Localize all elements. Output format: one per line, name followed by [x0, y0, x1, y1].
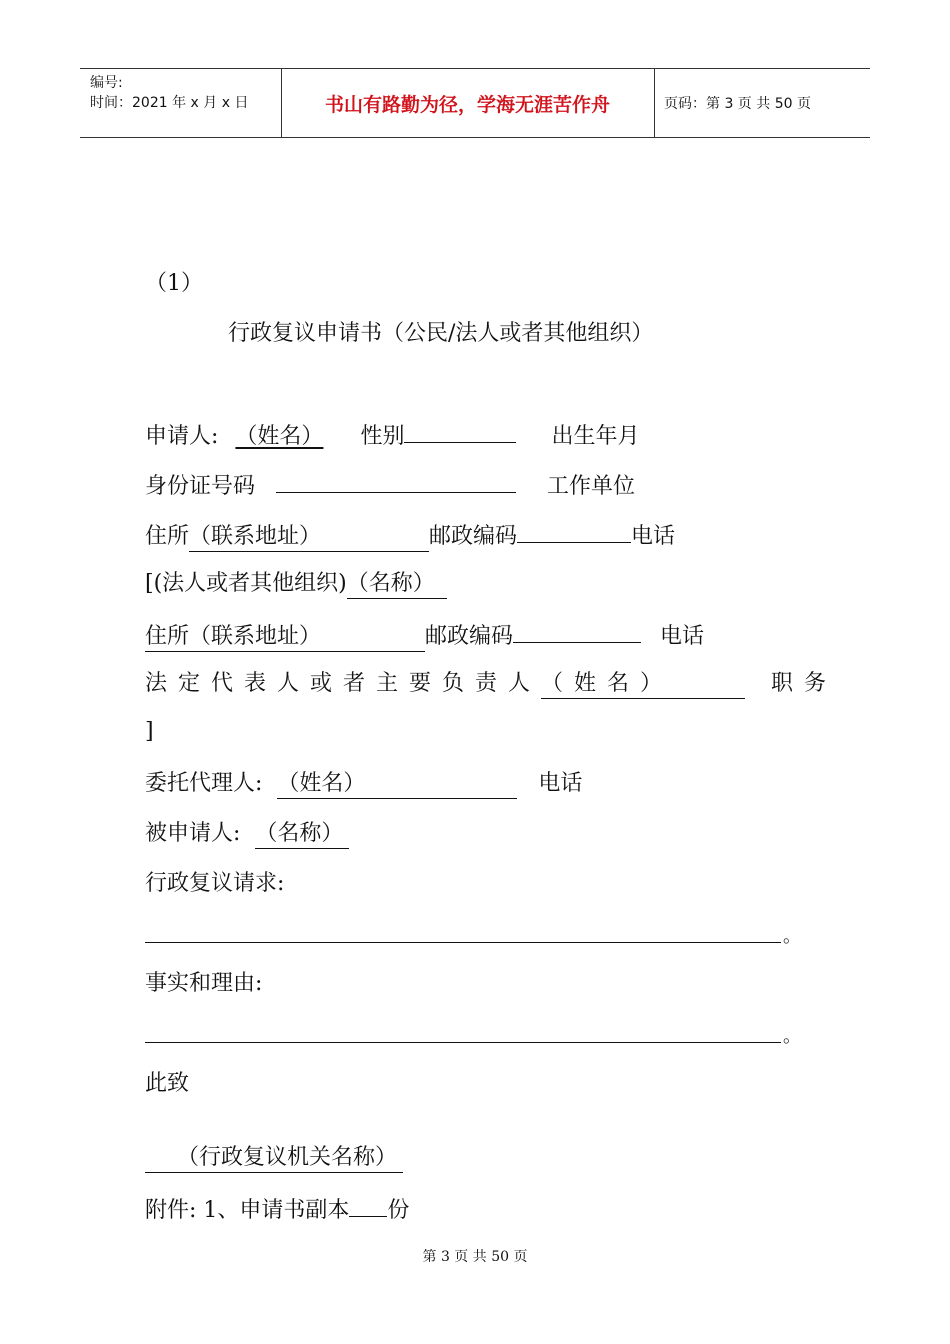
legal-rep-name-field[interactable]: （姓名）: [541, 670, 745, 699]
respondent-line: [145, 820, 349, 849]
org-name-field[interactable]: （名称）: [347, 570, 447, 599]
facts-period: 。: [783, 1026, 801, 1047]
agent-label: 委托代理人:: [145, 771, 263, 796]
respondent-name-field[interactable]: （名称）: [255, 820, 349, 849]
attachment-count-field[interactable]: [349, 1194, 387, 1217]
attachment-line: [145, 1194, 409, 1225]
salutation: 此致: [145, 1071, 190, 1096]
agent-name-field[interactable]: （姓名）: [277, 770, 517, 799]
applicant-label: 申请人:: [145, 424, 219, 449]
bracket-close: ]: [145, 719, 154, 744]
attachment-unit: 份: [387, 1198, 410, 1223]
postal-field[interactable]: [517, 520, 631, 543]
id-field[interactable]: [276, 470, 516, 493]
facts-field[interactable]: [145, 1042, 781, 1043]
gender-field[interactable]: [404, 420, 516, 443]
request-field[interactable]: [145, 942, 781, 943]
applicant-name-field[interactable]: （姓名）: [235, 424, 324, 449]
page-header: [80, 68, 870, 138]
id-line: [145, 470, 635, 501]
legal-rep-label: 法定代表人或者主要负责人: [145, 671, 542, 696]
postal-label: 邮政编码: [429, 524, 518, 549]
org-postal-field[interactable]: [513, 620, 641, 643]
facts-label: 事实和理由:: [145, 971, 263, 996]
respondent-label: 被申请人:: [145, 821, 241, 846]
agent-line: [145, 770, 582, 799]
request-label: 行政复议请求:: [145, 871, 285, 896]
address-line: [145, 520, 675, 552]
request-period: 。: [783, 926, 801, 947]
org-address-field[interactable]: 住所（联系地址）: [145, 623, 425, 652]
authority-field[interactable]: （行政复议机关名称）: [145, 1144, 403, 1173]
org-phone-label: 电话: [660, 624, 705, 649]
birth-label: 出生年月: [551, 424, 640, 449]
id-label: 身份证号码: [145, 474, 256, 499]
org-postal-label: 邮政编码: [425, 624, 514, 649]
legal-rep-line: [145, 670, 837, 699]
section-index: （1）: [145, 271, 203, 296]
header-page-info: 页码：第 3 页 共 50 页: [664, 96, 811, 112]
address-label: 住所: [145, 524, 190, 549]
org-address-line: [145, 620, 704, 652]
authority-line: [145, 1144, 403, 1173]
page-footer: 第 3 页 共 50 页: [422, 1249, 528, 1265]
address-field[interactable]: （联系地址）: [189, 523, 429, 552]
header-number: 编号:: [90, 75, 123, 91]
org-label: [(法人或者其他组织): [145, 571, 347, 596]
attachment-label: 附件: 1、申请书副本: [145, 1198, 350, 1223]
agent-phone-label: 电话: [538, 771, 583, 796]
header-motto: 书山有路勤为径，学海无涯苦作舟: [324, 93, 610, 116]
position-label: 职务: [771, 671, 838, 696]
phone-label: 电话: [631, 524, 676, 549]
document-title: 行政复议申请书（公民/法人或者其他组织）: [228, 321, 654, 346]
applicant-line: [145, 420, 639, 451]
gender-label: 性别: [360, 424, 405, 449]
header-time: 时间：2021 年 x 月 x 日: [90, 95, 249, 111]
header-divider: [654, 69, 655, 137]
work-label: 工作单位: [547, 474, 636, 499]
header-meta: [90, 73, 248, 113]
org-line: [145, 570, 447, 599]
